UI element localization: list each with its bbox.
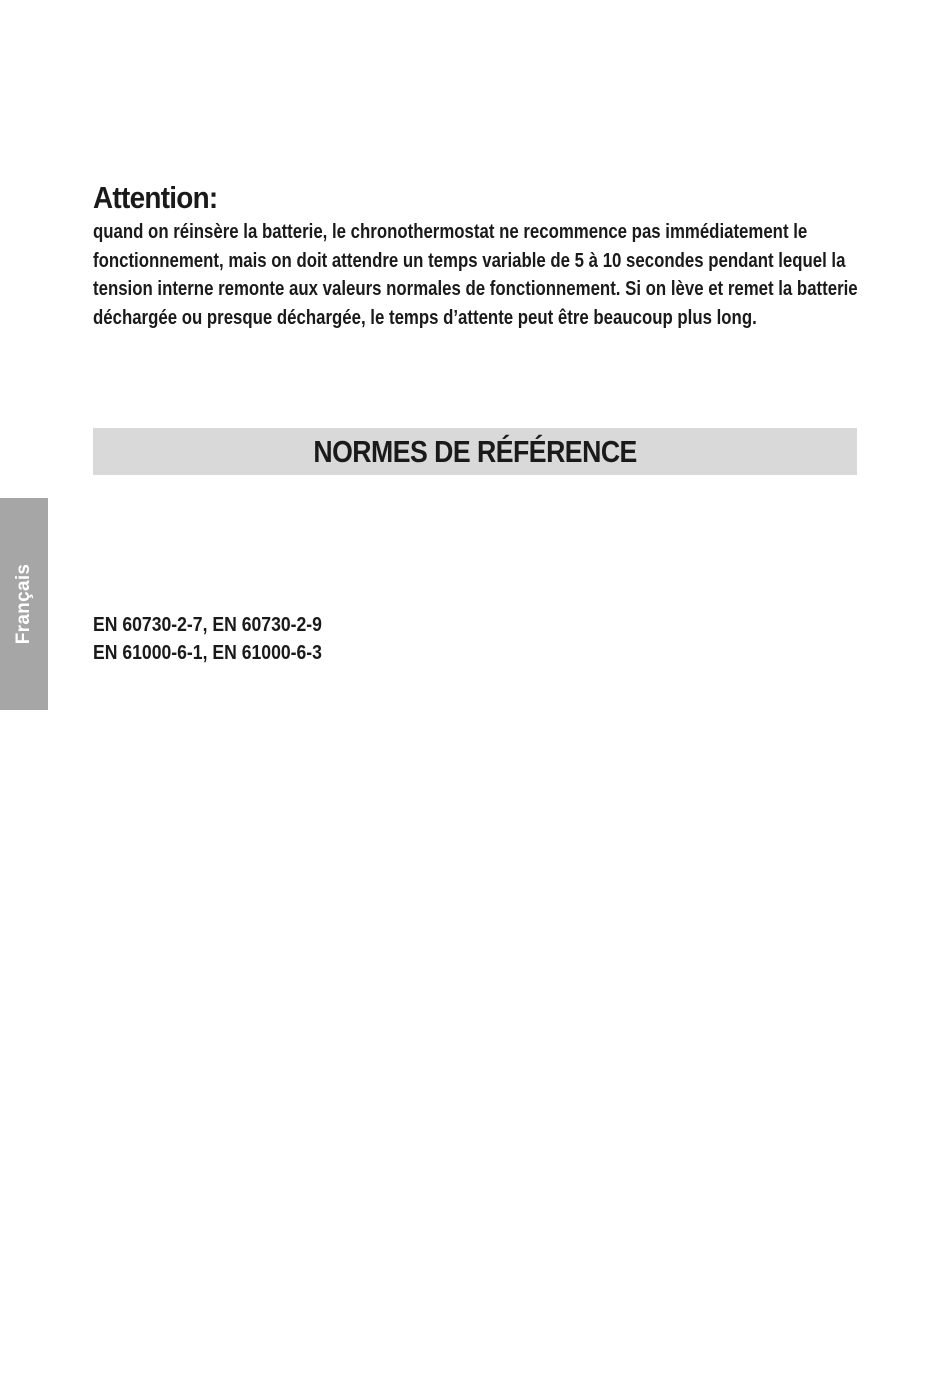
standards-line: EN 61000-6-1, EN 61000-6-3 [93, 642, 322, 664]
standards-line: EN 60730-2-7, EN 60730-2-9 [93, 614, 322, 636]
section-title: NORMES DE RÉFÉRENCE [313, 433, 637, 469]
language-tab-label: Français [13, 563, 34, 645]
attention-title: Attention: [93, 180, 218, 215]
attention-body: quand on réinsère la batterie, le chronothermostat ne recommence pas immédiatement le fonctionnement, mais on doit attendre un temps variable de 5 à 10 secondes pendant lequel la tension interne remonte aux valeurs normales de fonctionnement. Si on lève et remet la batterie déchargée ou presque déchargée, le temps d’attente peut être beaucoup plus long. [93, 221, 858, 329]
language-tab [0, 498, 48, 710]
standards-list [93, 611, 353, 667]
section-banner [93, 428, 857, 475]
attention-notice [93, 178, 883, 332]
